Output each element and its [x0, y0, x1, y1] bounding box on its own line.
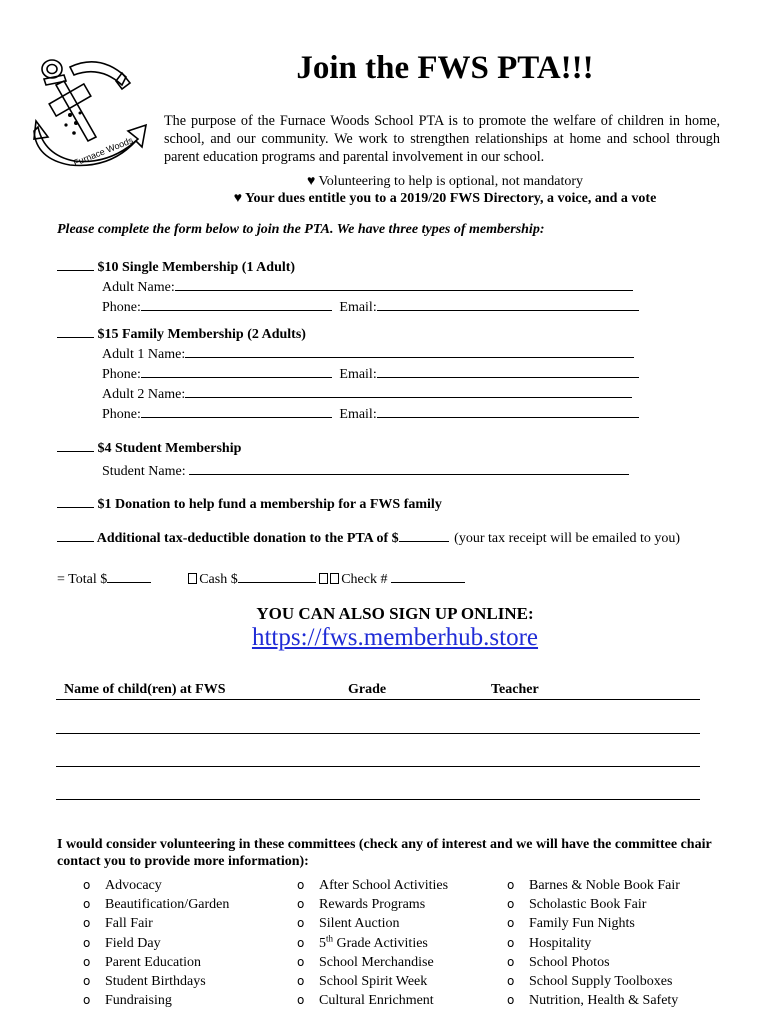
- committee-column-3: [507, 876, 680, 1010]
- family-email1-label: Email:: [339, 367, 377, 382]
- bullet-circle-icon: o: [507, 954, 515, 969]
- bullet-circle-icon: o: [297, 916, 305, 931]
- family-phone2-field[interactable]: [141, 403, 332, 418]
- child-row-2[interactable]: [56, 766, 700, 767]
- bullet-circle-icon: o: [297, 954, 305, 969]
- committee-label: School Merchandise: [319, 954, 434, 970]
- bullet-circle-icon: o: [83, 954, 91, 969]
- committee-label: Barnes & Noble Book Fair: [529, 878, 680, 893]
- single-adult-row: [102, 276, 633, 296]
- bullet-circle-icon: o: [83, 993, 91, 1008]
- committee-item[interactable]: [507, 972, 680, 991]
- single-email-field[interactable]: [377, 296, 639, 311]
- single-phone-label: Phone:: [102, 300, 141, 315]
- committee-label: Rewards Programs: [319, 897, 426, 913]
- single-membership-option: [57, 257, 295, 276]
- bullet-circle-icon: o: [507, 935, 515, 950]
- committee-item[interactable]: [83, 876, 229, 895]
- committee-label: Cultural Enrichment: [319, 993, 434, 1009]
- single-phone-field[interactable]: [141, 296, 332, 311]
- committee-item[interactable]: [297, 895, 448, 914]
- bullet-dues: ♥ Your dues entitle you to a 2019/20 FWS Directory, a voice, and a vote: [233, 191, 657, 206]
- family-checkmark-blank[interactable]: [57, 324, 94, 338]
- committee-label: After School Activities: [319, 878, 449, 893]
- committee-label: Student Birthdays: [105, 974, 206, 990]
- single-membership-label: $10 Single Membership (1 Adult): [97, 260, 296, 275]
- page-title: Join the FWS PTA!!!: [296, 50, 594, 86]
- committee-item[interactable]: [297, 934, 448, 953]
- student-membership-label: $4 Student Membership: [97, 441, 242, 456]
- bullet-circle-icon: o: [297, 878, 305, 892]
- additional-amount-field[interactable]: [399, 528, 449, 542]
- donation-option: [57, 494, 442, 513]
- col-header-teacher: Teacher: [491, 682, 539, 697]
- additional-donation-option: [57, 528, 680, 547]
- committee-label: Family Fun Nights: [529, 916, 635, 932]
- committee-item[interactable]: [297, 953, 448, 972]
- committee-column-2: [297, 876, 448, 1010]
- committee-item[interactable]: [507, 895, 680, 914]
- committee-item[interactable]: [507, 953, 680, 972]
- logo-text: Furnace Woods: [71, 135, 135, 169]
- committee-column-1: [83, 876, 229, 1010]
- committee-item[interactable]: [507, 876, 680, 895]
- student-name-field[interactable]: [189, 460, 629, 475]
- family-membership-option: [57, 324, 306, 343]
- cash-checkbox[interactable]: [188, 573, 197, 584]
- family-adult2-field[interactable]: [185, 383, 632, 398]
- bullet-circle-icon: o: [83, 935, 91, 950]
- bullet-circle-icon: o: [297, 897, 305, 912]
- payment-row: [57, 568, 465, 588]
- col-header-grade: Grade: [348, 682, 387, 697]
- committee-label: Parent Education: [105, 954, 202, 970]
- table-header-rule: [56, 699, 700, 700]
- student-membership-option: [57, 438, 241, 457]
- committee-label: Advocacy: [105, 878, 162, 893]
- committee-label: School Photos: [529, 954, 610, 970]
- grade-superscript: th: [326, 932, 334, 943]
- committee-item[interactable]: [83, 895, 229, 914]
- bullet-optional: ♥ Volunteering to help is optional, not mandatory: [306, 174, 584, 189]
- committee-item[interactable]: [297, 991, 448, 1010]
- cash-amount-field[interactable]: [238, 568, 316, 583]
- single-adult-label: Adult Name:: [102, 280, 175, 295]
- family-email1-field[interactable]: [377, 363, 639, 378]
- bullet-circle-icon: o: [507, 974, 515, 989]
- single-email-label: Email:: [339, 300, 377, 315]
- committee-item[interactable]: [507, 991, 680, 1010]
- committee-label: Grade Activities: [333, 935, 428, 951]
- student-name-row: [102, 460, 629, 480]
- total-field[interactable]: [107, 569, 151, 583]
- committee-item[interactable]: [507, 914, 680, 933]
- committee-item[interactable]: [297, 914, 448, 933]
- committee-label: Nutrition, Health & Safety: [529, 993, 679, 1009]
- committee-label: Field Day: [105, 935, 161, 951]
- tax-receipt-note: (your tax receipt will be emailed to you): [454, 531, 681, 546]
- child-row-1[interactable]: [56, 733, 700, 734]
- bullet-circle-icon: o: [83, 878, 91, 892]
- online-signup-heading: YOU CAN ALSO SIGN UP ONLINE:: [256, 604, 534, 623]
- committee-label: School Spirit Week: [319, 974, 428, 990]
- family-adult2-row: [102, 383, 632, 403]
- cash-label: Cash $: [199, 572, 238, 587]
- single-contact-row: [102, 296, 639, 316]
- family-contact1-row: [102, 363, 639, 383]
- col-header-child-name: Name of child(ren) at FWS: [64, 682, 226, 697]
- additional-checkmark-blank[interactable]: [57, 528, 94, 542]
- family-membership-label: $15 Family Membership (2 Adults): [97, 327, 306, 342]
- single-checkmark-blank[interactable]: [57, 257, 94, 271]
- committee-label: Scholastic Book Fair: [529, 897, 647, 913]
- student-checkmark-blank[interactable]: [57, 438, 94, 452]
- committee-label: Beautification/Garden: [105, 897, 230, 913]
- committee-item[interactable]: [297, 876, 448, 895]
- committee-label: Fall Fair: [105, 916, 153, 932]
- family-contact2-row: [102, 403, 639, 423]
- grade-number: 5: [319, 935, 326, 951]
- bullet-circle-icon: o: [83, 897, 91, 912]
- volunteer-intro: I would consider volunteering in these committees (check any of interest and we will have the committee chair contact you to provide more information):: [57, 837, 712, 869]
- bullet-circle-icon: o: [507, 897, 515, 912]
- committee-item[interactable]: [83, 991, 229, 1010]
- committee-item[interactable]: [83, 953, 229, 972]
- check-checkbox-1[interactable]: [319, 573, 328, 584]
- check-checkbox-2[interactable]: [330, 573, 339, 584]
- donation-checkmark-blank[interactable]: [57, 494, 94, 508]
- total-label: = Total $: [57, 572, 108, 587]
- check-number-field[interactable]: [391, 568, 465, 583]
- donation-label: $1 Donation to help fund a membership for a FWS family: [97, 497, 442, 512]
- family-adult1-row: [102, 343, 634, 363]
- bullet-circle-icon: o: [83, 916, 91, 931]
- check-label: Check #: [341, 572, 388, 587]
- committee-item[interactable]: [83, 914, 229, 933]
- family-adult1-field[interactable]: [185, 343, 634, 358]
- family-adult2-label: Adult 2 Name:: [102, 387, 186, 402]
- purpose-paragraph: The purpose of the Furnace Woods School PTA is to promote the welfare of children in home, school, and our community. We work to strengthen relationships at home and school through parent education programs and parental involvement in our school.: [164, 113, 720, 165]
- bullet-circle-icon: o: [507, 993, 515, 1008]
- student-name-label: Student Name:: [102, 464, 186, 479]
- family-phone1-field[interactable]: [141, 363, 332, 378]
- bullet-circle-icon: o: [297, 974, 305, 989]
- child-row-3[interactable]: [56, 799, 700, 800]
- bullet-circle-icon: o: [507, 878, 515, 892]
- bullet-circle-icon: o: [83, 974, 91, 989]
- committee-label: Hospitality: [529, 935, 592, 951]
- bullet-circle-icon: o: [297, 993, 305, 1008]
- committee-label: Fundraising: [105, 993, 172, 1009]
- committee-label: School Supply Toolboxes: [529, 974, 673, 990]
- signup-link[interactable]: https://fws.memberhub.store: [251, 624, 539, 651]
- form-instructions: Please complete the form below to join the PTA. We have three types of membership:: [57, 222, 545, 237]
- committee-item[interactable]: [297, 972, 448, 991]
- family-email2-label: Email:: [339, 407, 377, 422]
- committee-item[interactable]: [507, 934, 680, 953]
- additional-donation-label: Additional tax-deductible donation to the PTA of $: [96, 531, 399, 546]
- committee-label: Silent Auction: [319, 916, 400, 932]
- committee-item[interactable]: [83, 934, 229, 953]
- family-email2-field[interactable]: [377, 403, 639, 418]
- family-phone1-label: Phone:: [102, 367, 141, 382]
- single-adult-field[interactable]: [175, 276, 633, 291]
- family-phone2-label: Phone:: [102, 407, 141, 422]
- family-adult1-label: Adult 1 Name:: [102, 347, 186, 362]
- bullet-circle-icon: o: [507, 916, 515, 931]
- bullet-circle-icon: o: [297, 935, 305, 950]
- committee-item[interactable]: [83, 972, 229, 991]
